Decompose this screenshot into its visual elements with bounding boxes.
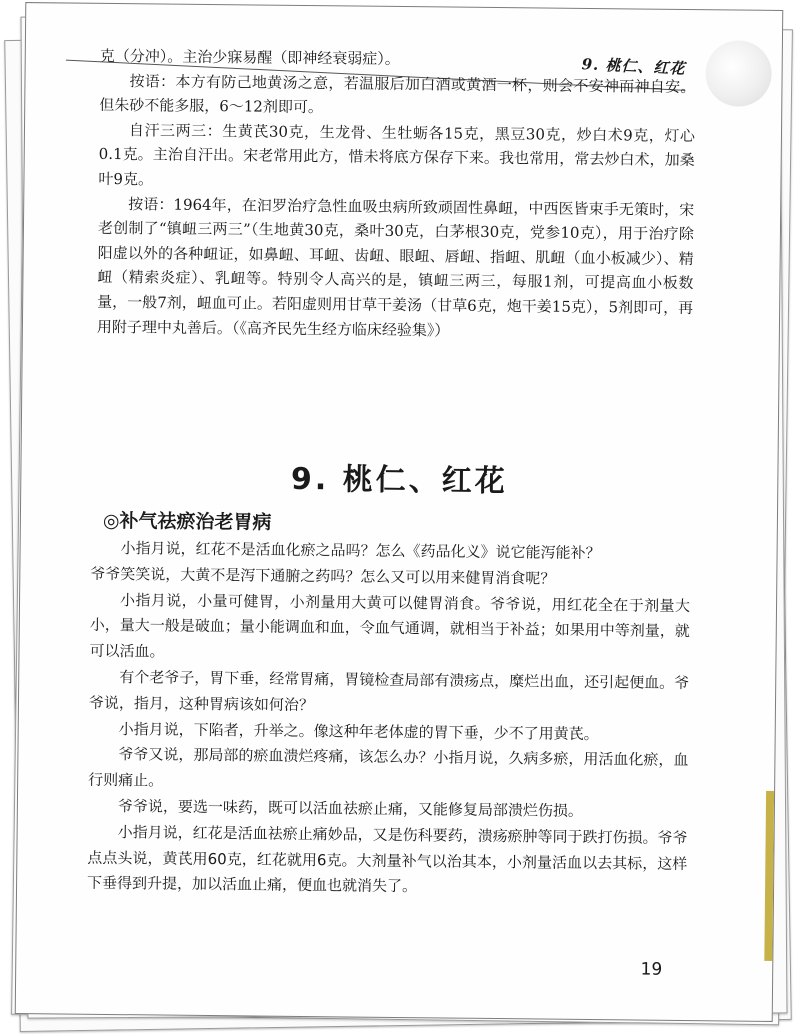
upper-text-block [97,44,696,345]
lower-text-block [87,536,691,903]
subsection-title: ◎补气祛瘀治老胃病 [102,509,272,534]
paragraph: 爷爷说，要选一味药，既可以活血祛瘀止痛，又能修复局部溃烂伤损。 [117,797,583,820]
paragraph: 小指月说，红花不是活血化瘀之品吗？怎么《药品化义》说它能泻能补？ [120,539,601,563]
paragraph: 自汗三两三：生黄芪30克，生龙骨、生牡蛎各15克，黑豆30克，炒白术9克，灯心0.1克。主治自汗出。宋老常用此方，惜未将底方保存下来。我也常用，常去炒白术，加桑叶9克。 [98,120,696,189]
running-head: 9. 桃仁、红花 [581,55,687,78]
paragraph: 小指月说，小量可健胃，小剂量用大黄可以健胃消食。爷爷说，用红花全在于剂量大小，量大一般是破血；量小能调血和血，令血气通调，就相当于补益；如果用中等剂量，就可以活血。 [89,590,691,661]
corner-ornament-icon [705,40,772,107]
paragraph: 爷爷又说，那局部的瘀血溃烂疼痛，该怎么办？小指月说，久病多瘀，用活血化瘀，血行则痛止。 [88,745,689,790]
paragraph: 小指月说，红花是活血祛瘀止痛妙品，又是伤科要药，溃疡瘀肿等同于跌打伤损。爷爷点点头说，黄芪用60克，红花就用6克。大剂量补气以治其本，小剂量活血以去其标，这样下垂得到升提，加以活血止痛，便血也就消失了。 [87,822,688,896]
page-number: 19 [640,959,663,980]
paragraph: 爷爷笑笑说，大黄不是泻下通腑之药吗？怎么又可以用来健胃消食呢？ [90,564,556,588]
paragraph: 按语：本方有防己地黄汤之意，若温服后加白酒或黄酒一杯，则会不安神而神自安。但朱砂不能多服，6～12剂即可。 [99,71,696,117]
paragraph: 按语：1964年，在汩罗治疗急性血吸虫病所致顽固性鼻衄，中西医皆束手无策时，宋老创制了“镇衄三两三”（生地黄30克，桑叶30克，白茅根30克，党参10克），用于治疗除阳虚以外的各种衄证，如鼻衄、耳衄、齿衄、眼衄、唇衄、指衄、肌衄（血小板减少）、精衄（精索炎症）、乳衄等。特别令人高兴的是，镇衄三两三，每服1剂，可提高血小板数量，一般7剂，衄血可止。若阳虚则用甘草干姜汤（甘草6克，炮干姜15克），5剂即可，再用附子理中丸善后。（《高齐民先生经方临床经验集》） [96,194,695,340]
section-title: 9. 桃仁、红花 [290,461,508,500]
paragraph: 小指月说，下陷者，升举之。像这种年老体虚的胃下垂，少不了用黄芪。 [118,719,599,743]
book-page [15,2,784,1022]
paragraph: 有个老爷子，胃下垂，经常胃痛，胃镜检查局部有溃疡点，糜烂出血，还引起便血。爷爷说，指月，这种胃病该如何治？ [88,668,690,714]
paragraph: 克（分冲）。主治少寐易醒（即神经衰弱症）。 [99,46,400,68]
